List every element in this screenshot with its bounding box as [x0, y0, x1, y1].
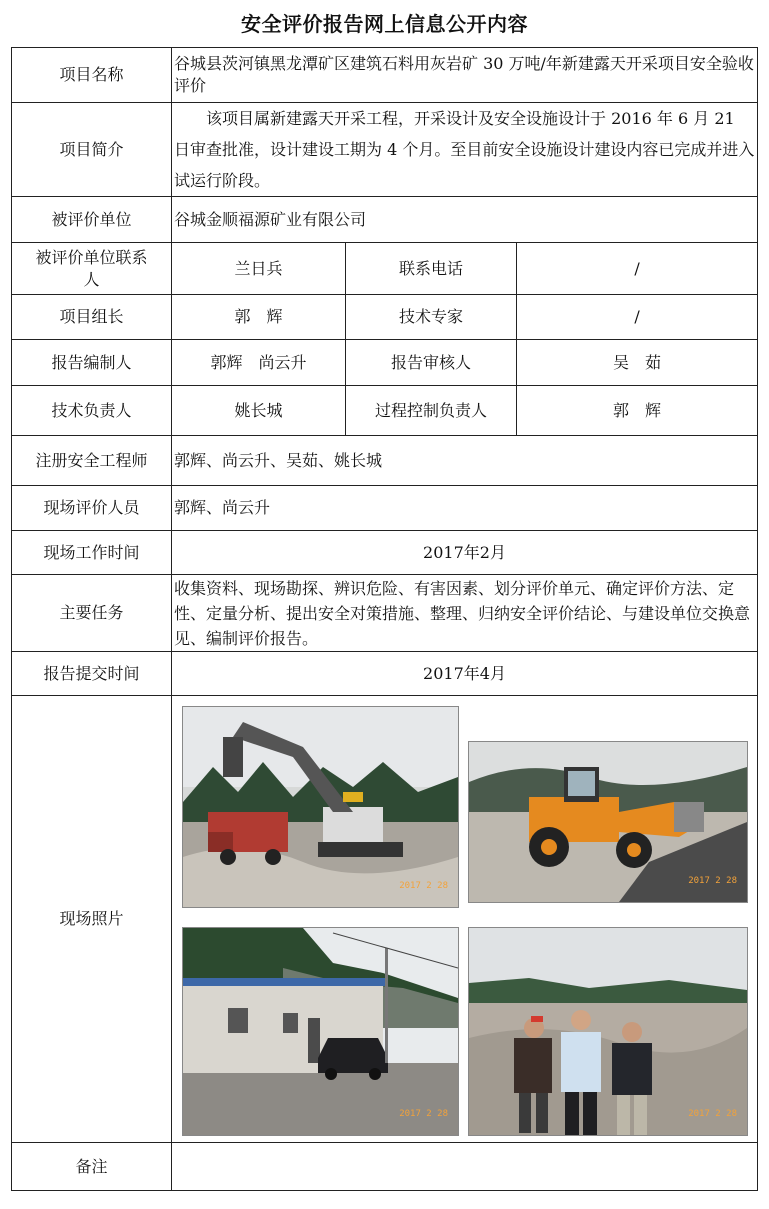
evaluated-unit-label: 被评价单位: [12, 197, 172, 243]
tasks-value: 收集资料、现场勘探、辨识危险、有害因素、划分评价单元、确定评价方法、定性、定量分析、提出安全对策措施、整理、归纳安全评价结论、与建设单位交换意见、编制评价报告。: [172, 575, 758, 652]
row-project-intro: [12, 103, 758, 197]
photos-label: 现场照片: [12, 696, 172, 1143]
contact-label: 被评价单位联系人: [12, 243, 172, 295]
photo-people: [468, 927, 748, 1136]
phone-label: 联系电话: [346, 243, 517, 295]
row-engineers: [12, 436, 758, 486]
compiler-label: 报告编制人: [12, 340, 172, 386]
page-title: 安全评价报告网上信息公开内容: [241, 12, 528, 36]
tech-lead-label: 技术负责人: [12, 386, 172, 436]
project-intro-label: 项目简介: [12, 103, 172, 197]
photo-people-stamp: 2017 2 28: [688, 1109, 737, 1119]
row-tech-lead: [12, 386, 758, 436]
expert-label: 技术专家: [346, 295, 517, 340]
info-table: [11, 47, 758, 1191]
remarks-label: 备注: [12, 1143, 172, 1191]
project-name-label: 项目名称: [12, 48, 172, 103]
row-site-time: [12, 531, 758, 575]
row-submit-time: [12, 652, 758, 696]
site-time-label: 现场工作时间: [12, 531, 172, 575]
project-name-value: 谷城县茨河镇黑龙潭矿区建筑石料用灰岩矿 30 万吨/年新建露天开采项目安全验收评价: [172, 48, 758, 103]
photos-cell: [172, 696, 758, 1143]
evaluated-unit-value: 谷城金顺福源矿业有限公司: [172, 197, 758, 243]
site-evaluators-label: 现场评价人员: [12, 486, 172, 531]
photo-loader: [468, 741, 748, 903]
row-compiler: [12, 340, 758, 386]
leader-label: 项目组长: [12, 295, 172, 340]
leader-value: 郭 辉: [172, 295, 346, 340]
submit-time-label: 报告提交时间: [12, 652, 172, 696]
project-intro-value: 该项目属新建露天开采工程，开采设计及安全设施设计于 2016 年 6 月 21 日审查批准，设计建设工期为 4 个月。至目前安全设施设计建设内容已完成并进入试运行阶段。: [172, 103, 758, 197]
tech-lead-value: 姚长城: [172, 386, 346, 436]
photo-loader-stamp: 2017 2 28: [688, 876, 737, 886]
engineers-value: 郭辉、尚云升、吴茹、姚长城: [172, 436, 758, 486]
process-control-label: 过程控制负责人: [346, 386, 517, 436]
row-leader: [12, 295, 758, 340]
reviewer-label: 报告审核人: [346, 340, 517, 386]
row-contact: [12, 243, 758, 295]
row-project-name: [12, 48, 758, 103]
photo-excavator-stamp: 2017 2 28: [399, 881, 448, 891]
site-evaluators-value: 郭辉、尚云升: [172, 486, 758, 531]
reviewer-value: 吴 茹: [517, 340, 758, 386]
expert-value: /: [517, 295, 758, 340]
row-remarks: [12, 1143, 758, 1191]
photo-office-stamp: 2017 2 28: [399, 1109, 448, 1119]
submit-time-value: 2017年4月: [172, 652, 758, 696]
remarks-value: [172, 1143, 758, 1191]
photo-office: [182, 927, 459, 1136]
engineers-label: 注册安全工程师: [12, 436, 172, 486]
process-control-value: 郭 辉: [517, 386, 758, 436]
row-evaluated-unit: [12, 197, 758, 243]
row-photos: [12, 696, 758, 1143]
row-site-evaluators: [12, 486, 758, 531]
photo-excavator: [182, 706, 459, 908]
compiler-value: 郭辉 尚云升: [172, 340, 346, 386]
tasks-label: 主要任务: [12, 575, 172, 652]
site-time-value: 2017年2月: [172, 531, 758, 575]
contact-value: 兰日兵: [172, 243, 346, 295]
row-tasks: [12, 575, 758, 652]
phone-value: /: [517, 243, 758, 295]
photo-grid: [172, 696, 756, 1142]
